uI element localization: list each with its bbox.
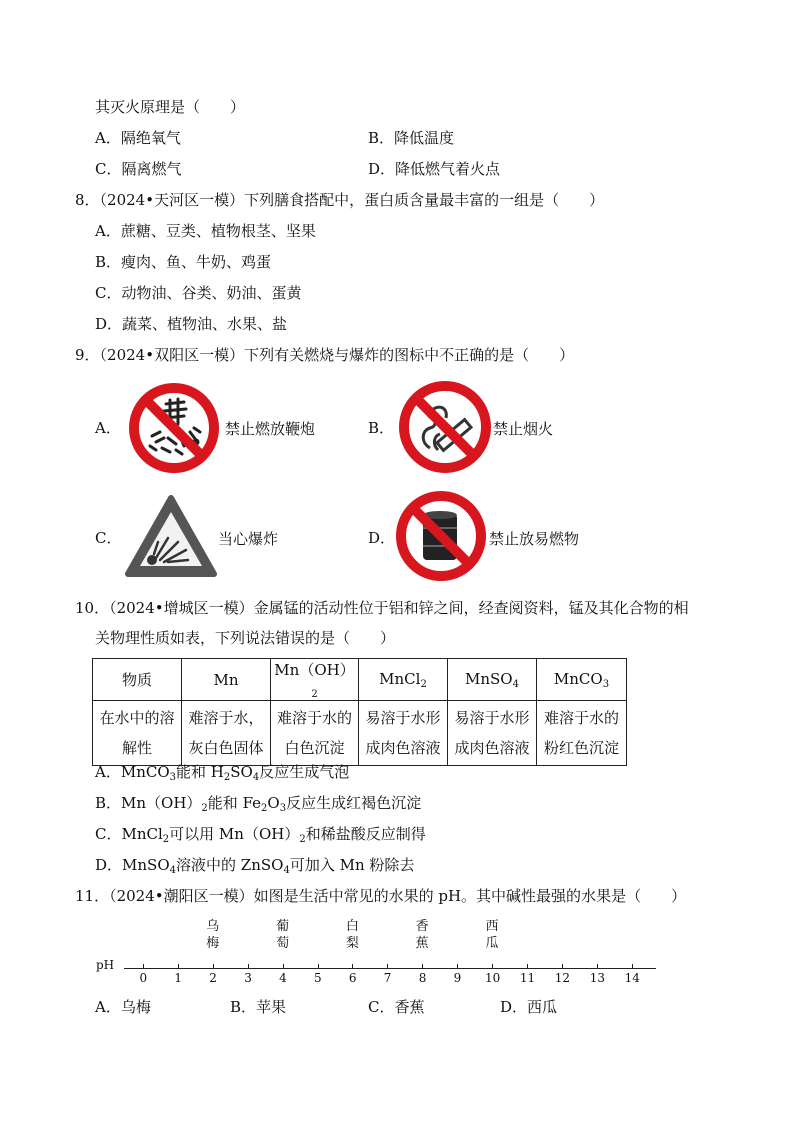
q10-option-b[interactable]: B．$Mn(OH)_2$能和 $Fe_2O_3$反应生成红褐色沉淀 xyxy=(95,794,422,814)
table-header-cell: Mn xyxy=(182,659,271,701)
ph-tick-mark xyxy=(632,964,633,968)
q11-stem: 11．（2024•潮阳区一模）如图是生活中常见的水果的 pH。其中碱性最强的水果是（ ） xyxy=(75,887,687,905)
q11-option-a[interactable]: A．乌梅 xyxy=(95,998,151,1016)
ph-tick-mark xyxy=(492,964,493,968)
q9-option-d-caption: 禁止放易燃物 xyxy=(489,530,580,548)
q9-option-c-letter[interactable]: C． xyxy=(95,529,122,547)
q9-option-d-letter[interactable]: D． xyxy=(368,529,396,547)
ph-tick-label: 11 xyxy=(519,971,536,985)
ph-tick-label: 13 xyxy=(589,971,605,985)
q10-stem-line2: 关物理性质如表，下列说法错误的是（ ） xyxy=(95,629,396,647)
ph-tick-mark xyxy=(387,964,388,968)
ph-fruit-label: 乌 梅 xyxy=(206,919,220,951)
manganese-properties-table xyxy=(92,658,627,766)
q7-option-c[interactable]: C．隔离燃气 xyxy=(95,160,182,178)
ph-fruit-label: 香 蕉 xyxy=(415,919,429,951)
q9-option-b-caption: 禁止烟火 xyxy=(493,420,554,438)
ph-tick-mark xyxy=(248,964,249,968)
q9-option-c-caption: 当心爆炸 xyxy=(218,530,279,548)
q8-option-b[interactable]: B．瘦肉、鱼、牛奶、鸡蛋 xyxy=(95,253,272,271)
ph-tick-mark xyxy=(457,964,458,968)
table-header-cell: MnCO$_3$ xyxy=(537,659,627,701)
q10-option-d[interactable]: D．MnSO$_4$溶液中的 ZnSO$_4$可加入 Mn 粉除去 xyxy=(95,856,415,876)
ph-tick-mark xyxy=(178,964,179,968)
ph-tick-label: 1 xyxy=(174,971,183,985)
q8-option-a[interactable]: A．蔗糖、豆类、植物根茎、坚果 xyxy=(95,222,316,240)
ph-tick-label: 12 xyxy=(554,971,571,985)
q9-stem: 9．（2024•双阳区一模）下列有关燃烧与爆炸的图标中不正确的是（ ） xyxy=(75,346,575,364)
q9-option-b-letter[interactable]: B． xyxy=(368,419,395,437)
ph-fruit-label: 白 梨 xyxy=(345,919,359,951)
table-header-cell: MnCl$_2$ xyxy=(359,659,448,701)
table-header-cell: $Mn(OH)_2$ xyxy=(271,659,359,701)
table-cell: 难溶于水， 灰白色固体 xyxy=(182,701,271,766)
q7-option-d[interactable]: D．降低燃气着火点 xyxy=(368,160,501,178)
q10-option-a[interactable]: A．MnCO$_3$能和 $H_2SO_4$反应生成气泡 xyxy=(95,763,350,783)
q8-option-c[interactable]: C．动物油、谷类、奶油、蛋黄 xyxy=(95,284,302,302)
table-row xyxy=(93,701,627,766)
q11-option-d[interactable]: D．西瓜 xyxy=(500,998,558,1016)
ph-axis-line xyxy=(124,968,656,969)
ph-tick-mark xyxy=(597,964,598,968)
ph-axis-label: pH xyxy=(96,958,115,972)
table-cell: 在水中的溶 解性 xyxy=(93,701,182,766)
ph-tick-label: 7 xyxy=(383,971,392,985)
ph-tick-mark xyxy=(318,964,319,968)
ph-tick-label: 9 xyxy=(453,971,462,985)
q7-option-b[interactable]: B．降低温度 xyxy=(368,129,455,147)
no-firecrackers-sign-icon xyxy=(126,380,222,476)
ph-tick-label: 0 xyxy=(139,971,148,985)
q9-option-a-caption: 禁止燃放鞭炮 xyxy=(225,420,316,438)
ph-tick-label: 8 xyxy=(418,971,427,985)
ph-tick-mark xyxy=(562,964,563,968)
ph-tick-label: 14 xyxy=(624,971,640,985)
table-header-cell: 物质 xyxy=(93,659,182,701)
q11-option-c[interactable]: C．香蕉 xyxy=(368,998,425,1016)
explosion-warning-sign-icon xyxy=(124,494,218,580)
ph-fruit-label: 葡 萄 xyxy=(276,919,290,951)
q11-option-b[interactable]: B．苹果 xyxy=(230,998,287,1016)
ph-tick-mark xyxy=(352,964,353,968)
ph-fruit-label: 西 瓜 xyxy=(485,919,499,951)
no-smoking-sign-icon xyxy=(396,378,494,476)
table-cell: 难溶于水的 粉红色沉淀 xyxy=(537,701,627,766)
ph-tick-mark xyxy=(422,964,423,968)
ph-tick-label: 10 xyxy=(485,971,501,985)
ph-tick-mark xyxy=(213,964,214,968)
q8-stem: 8．（2024•天河区一模）下列膳食搭配中，蛋白质含量最丰富的一组是（ ） xyxy=(75,191,605,209)
q7-stem-tail: 其灭火原理是（ ） xyxy=(95,98,246,116)
table-header-row xyxy=(93,659,627,701)
ph-tick-mark xyxy=(283,964,284,968)
ph-tick-mark xyxy=(527,964,528,968)
table-cell: 易溶于水形 成肉色溶液 xyxy=(448,701,537,766)
table-header-cell: MnSO$_4$ xyxy=(448,659,537,701)
q7-option-a[interactable]: A．隔绝氧气 xyxy=(95,129,181,147)
table-cell: 易溶于水形 成肉色溶液 xyxy=(359,701,448,766)
q8-option-d[interactable]: D．蔬菜、植物油、水果、盐 xyxy=(95,315,288,333)
no-flammables-sign-icon xyxy=(393,488,489,584)
ph-tick-label: 3 xyxy=(244,971,252,985)
ph-tick-label: 5 xyxy=(314,971,322,985)
ph-tick-label: 2 xyxy=(209,971,217,985)
q9-option-a-letter[interactable]: A． xyxy=(95,419,121,437)
ph-tick-mark xyxy=(143,964,144,968)
table-cell: 难溶于水的 白色沉淀 xyxy=(271,701,359,766)
q10-stem-line1: 10．（2024•增城区一模）金属锰的活动性位于铝和锌之间，经查阅资料，锰及其化合物的相 xyxy=(75,599,689,617)
q10-option-c[interactable]: C．MnCl$_2$可以用 $Mn(OH)_2$和稀盐酸反应制得 xyxy=(95,825,426,845)
ph-tick-label: 6 xyxy=(348,971,357,985)
ph-tick-label: 4 xyxy=(279,971,287,985)
